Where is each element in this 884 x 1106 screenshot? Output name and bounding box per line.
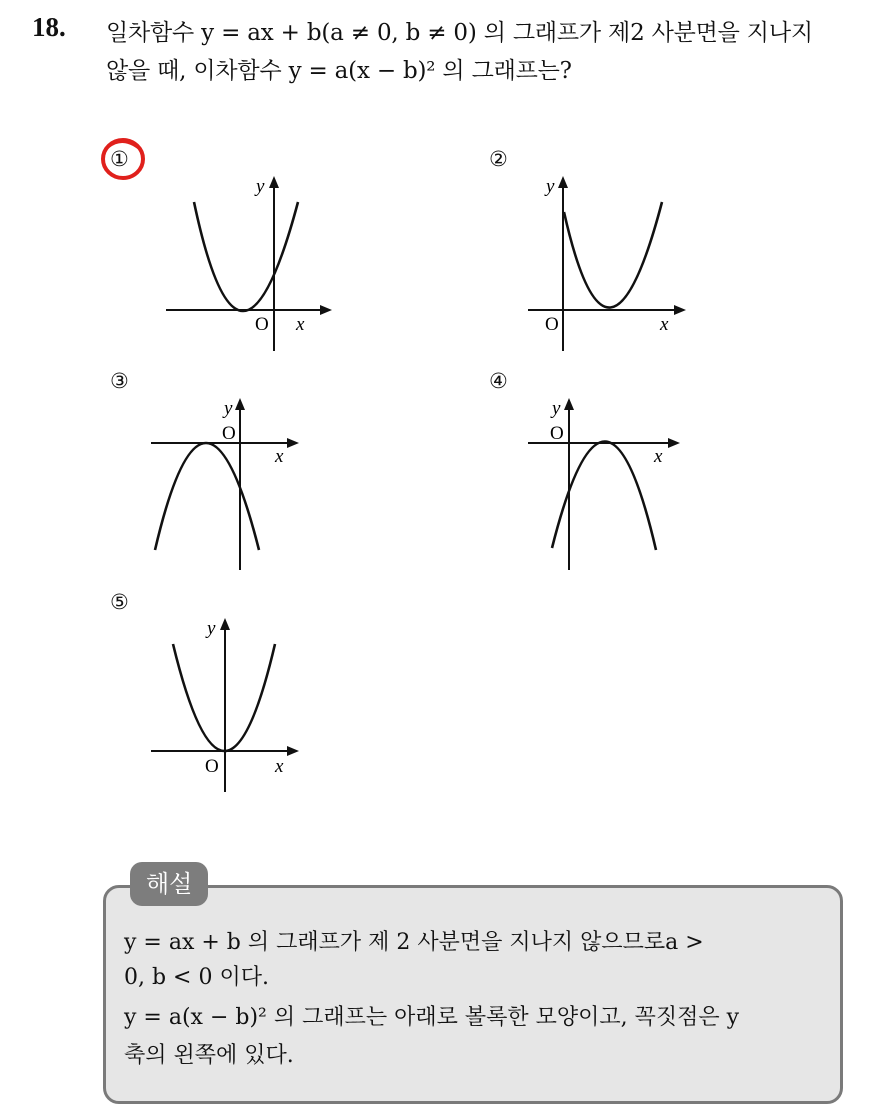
- x-axis-label: x: [275, 446, 284, 467]
- x-axis-label: x: [296, 314, 305, 335]
- question-text-line-2: 않을 때, 이차함수 y = a(x − b)² 의 그래프는?: [106, 58, 572, 84]
- origin-label: O: [222, 423, 236, 444]
- choice-5-graph[interactable]: [145, 612, 325, 797]
- question-text-line-1: 일차함수 y = ax + b(a ≠ 0, b ≠ 0) 의 그래프가 제2 사분면을 지나지: [106, 20, 813, 46]
- y-axis-label: y: [207, 618, 216, 639]
- origin-label: O: [205, 756, 219, 777]
- choice-5-label[interactable]: ⑤: [110, 590, 129, 614]
- parabola-curve: [552, 441, 656, 550]
- choice-4-label[interactable]: ④: [489, 369, 508, 393]
- y-axis-arrow: [220, 618, 230, 630]
- y-axis-label: y: [224, 398, 233, 419]
- solution-box: [103, 885, 843, 1104]
- x-axis-label: x: [654, 446, 663, 467]
- x-axis-arrow: [674, 305, 686, 315]
- choice-3-graph[interactable]: [145, 392, 325, 577]
- solution-line-1: y = ax + b 의 그래프가 제 2 사분면을 지나지 않으므로a >: [124, 930, 704, 955]
- x-axis-arrow: [287, 438, 299, 448]
- y-axis-arrow: [235, 398, 245, 410]
- y-axis-arrow: [269, 176, 279, 188]
- solution-line-3: y = a(x − b)² 의 그래프는 아래로 볼록한 모양이고, 꼭짓점은 y: [124, 1005, 740, 1030]
- solution-tag: 해설: [130, 862, 208, 906]
- parabola-curve: [194, 202, 298, 311]
- choice-1-graph[interactable]: [160, 170, 340, 355]
- y-axis-label: y: [256, 176, 265, 197]
- origin-label: O: [545, 314, 559, 335]
- question-number: 18.: [32, 12, 66, 42]
- choice-1-label[interactable]: ①: [110, 147, 129, 171]
- choice-2-label[interactable]: ②: [489, 147, 508, 171]
- x-axis-label: x: [275, 756, 284, 777]
- y-axis-arrow: [558, 176, 568, 188]
- solution-line-2: 0, b < 0 이다.: [124, 965, 269, 990]
- choice-2-graph[interactable]: [524, 170, 704, 355]
- origin-label: O: [255, 314, 269, 335]
- choice-4-graph[interactable]: [524, 392, 704, 577]
- choice-3-label[interactable]: ③: [110, 369, 129, 393]
- y-axis-arrow: [564, 398, 574, 410]
- y-axis-label: y: [546, 176, 555, 197]
- parabola-curve: [564, 202, 662, 308]
- x-axis-label: x: [660, 314, 669, 335]
- origin-label: O: [550, 423, 564, 444]
- y-axis-label: y: [552, 398, 561, 419]
- x-axis-arrow: [320, 305, 332, 315]
- x-axis-arrow: [287, 746, 299, 756]
- x-axis-arrow: [668, 438, 680, 448]
- parabola-curve: [155, 443, 259, 550]
- solution-line-4: 축의 왼쪽에 있다.: [124, 1043, 294, 1068]
